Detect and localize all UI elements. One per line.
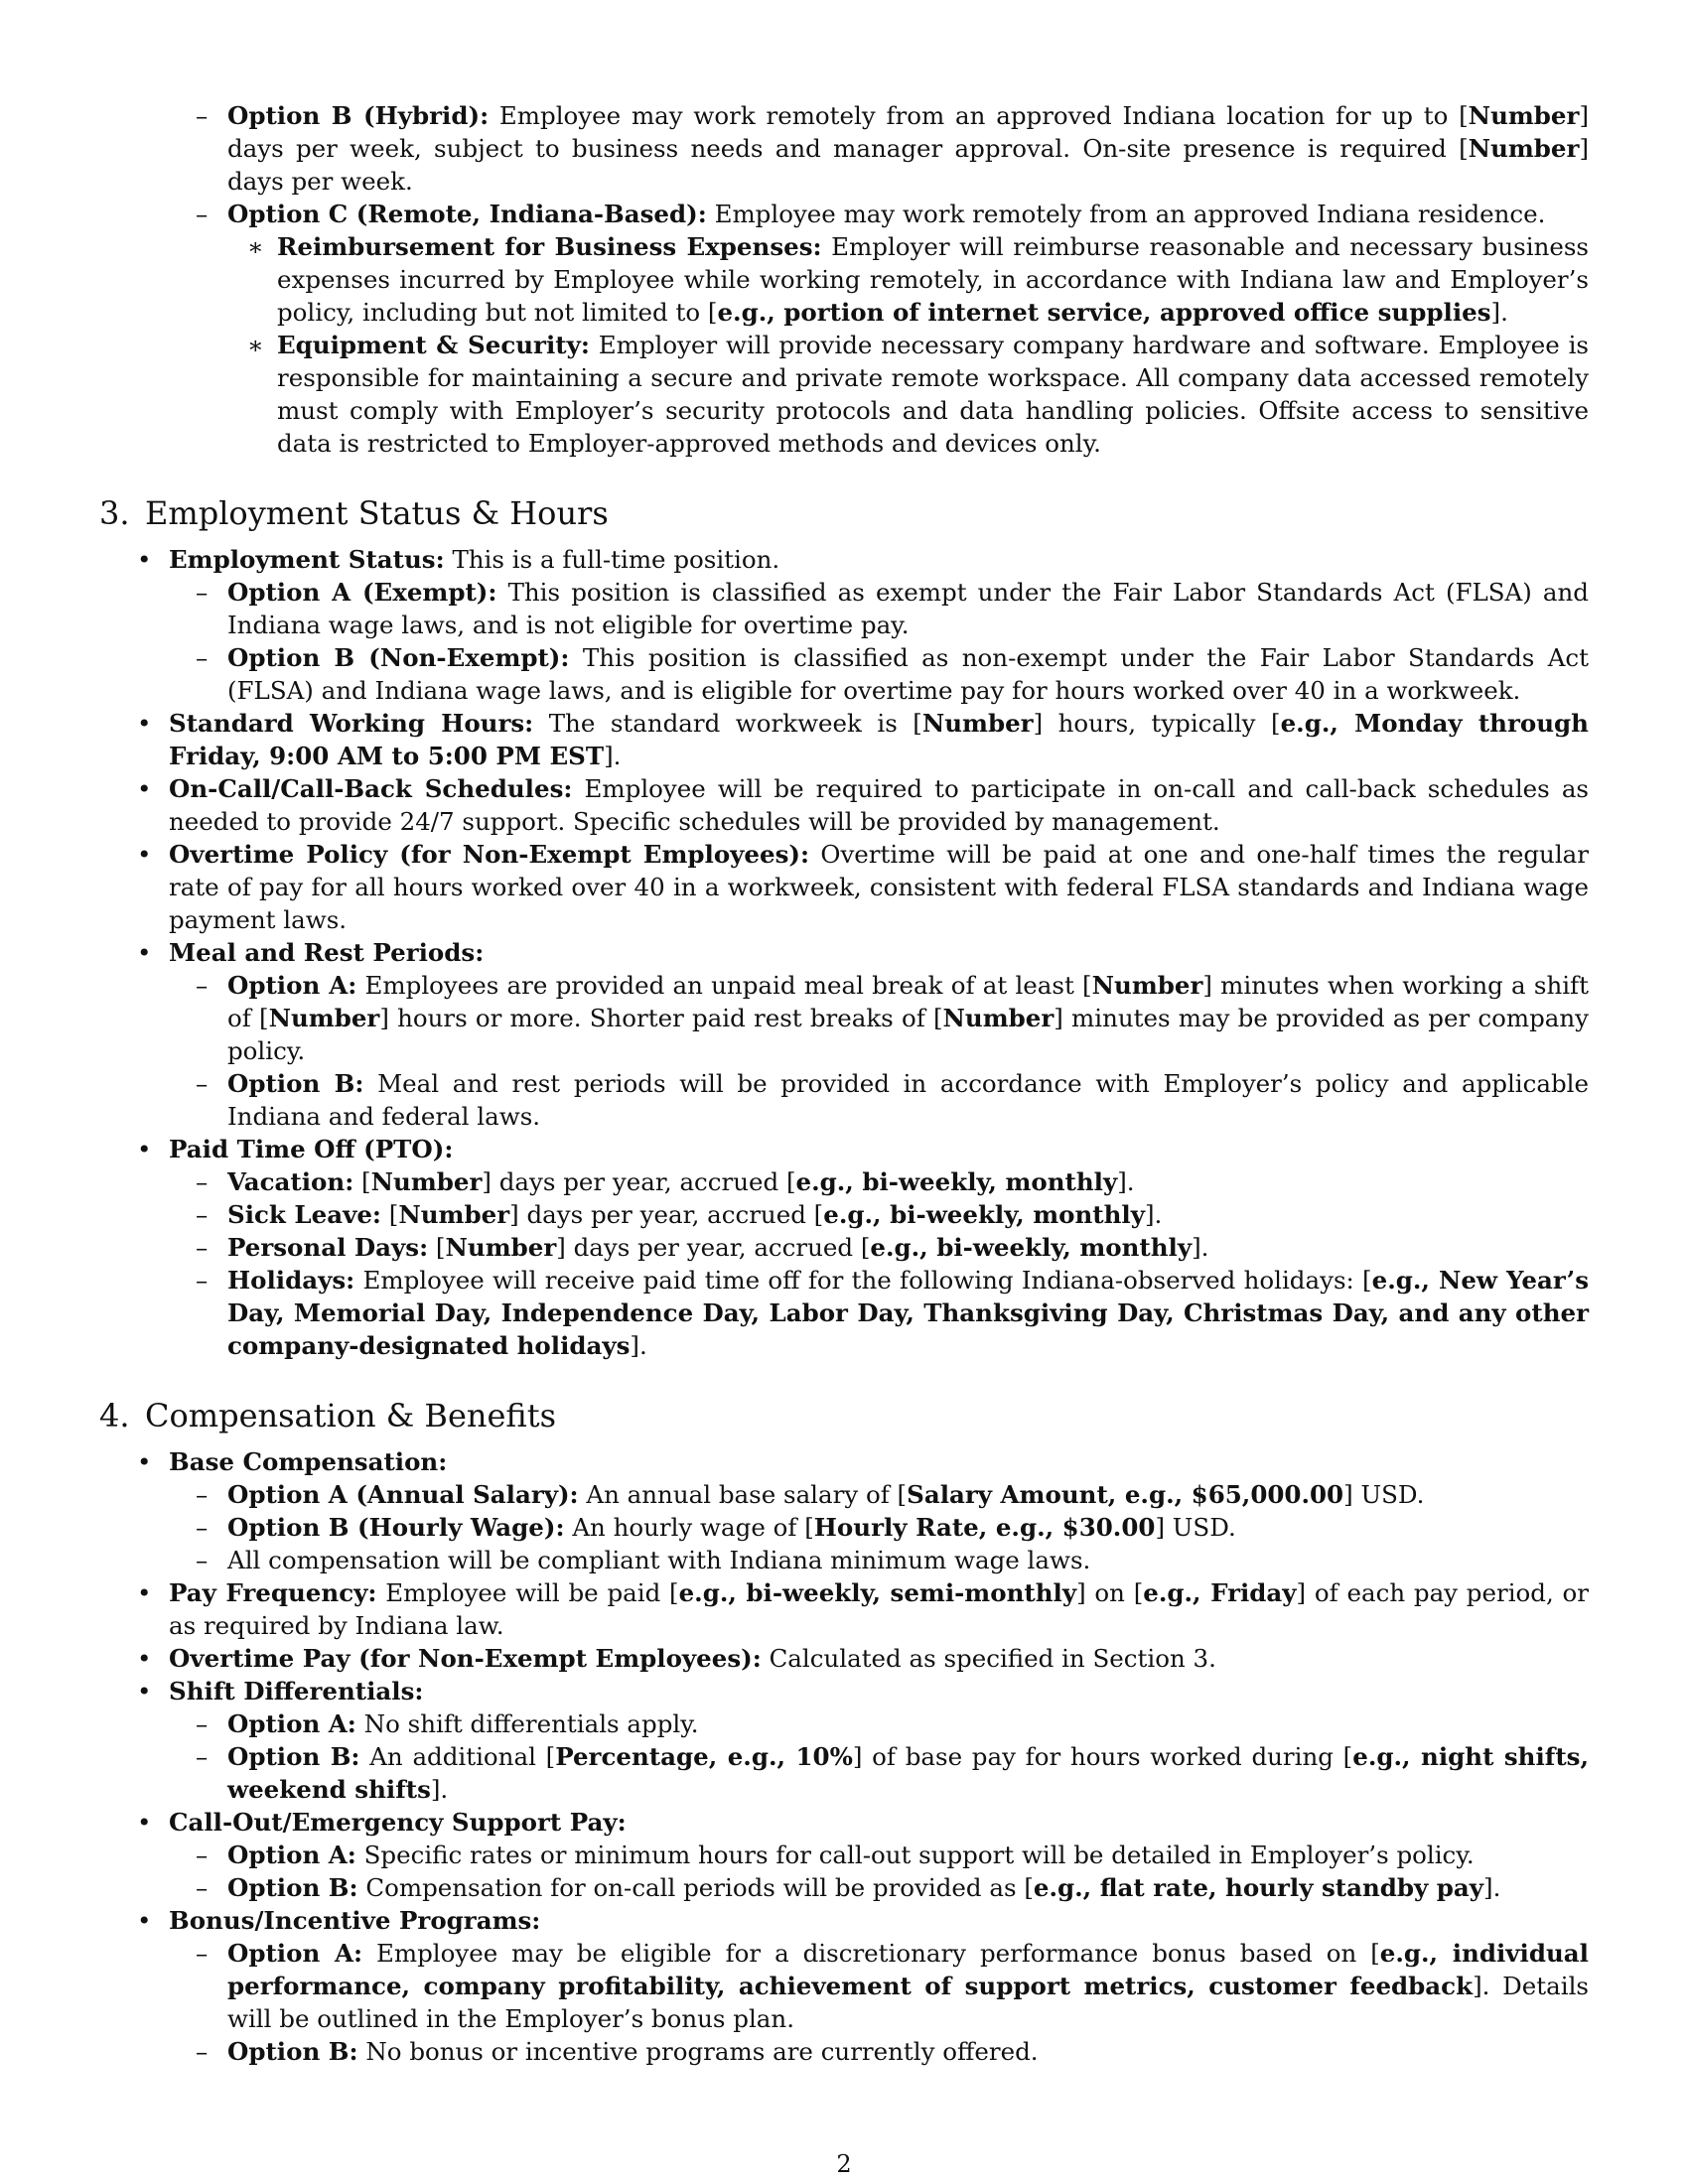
working-hours-item: • Standard Working Hours: The standard workweek is [Number] hours, typically [e.g., Monday through Friday, 9:00 AM to 5:00 PM EST]. bbox=[99, 707, 1589, 772]
hourly-wage-option: – Option B (Hourly Wage): An hourly wage of [Hourly Rate, e.g., $30.00] USD. bbox=[169, 1511, 1589, 1544]
shift-differentials-item: • Shift Differentials: – Option A: No shift differentials apply. – Option B: An additional [Percentage, e.g., 10%] of base pay for hours worked during [e.g., night shifts, weekend shifts]. bbox=[99, 1675, 1589, 1806]
employment-status-item: • Employment Status: This is a full-time position. – Option A (Exempt): This position is classified as exempt under the Fair Labor Standards Act (FLSA) and Indiana wage laws, and is not eligible for overtime pay. – Option B (Non-Exempt): This position is classified as non-exempt under the Fair Labor Standards Act (FLSA) and Indiana wage laws, and is eligible for overtime pay for hours worked over 40 in a workweek. bbox=[99, 543, 1589, 707]
call-out-pay-item: • Call-Out/Emergency Support Pay: – Option A: Specific rates or minimum hours for call-out support will be detailed in Employer’s policy. – Option B: Compensation for on-call periods will be provided as [e.g., flat rate, hourly standby pay]. bbox=[99, 1806, 1589, 1904]
section-3-heading: 3. Employment Status & Hours bbox=[99, 494, 609, 532]
shift-option-a: – Option A: No shift differentials apply. bbox=[169, 1707, 1589, 1740]
base-compensation-item: • Base Compensation: – Option A (Annual Salary): An annual base salary of [Salary Amount, e.g., $65,000.00] USD. – Option B (Hourly Wage): An hourly wage of [Hourly Rate, e.g., $30.00] USD. – All compensation will be compliant with Indiana minimum wage laws. bbox=[99, 1445, 1589, 1576]
meal-rest-item: • Meal and Rest Periods: – Option A: Employees are provided an unpaid meal break of at least [Number] minutes when working a shift of [Number] hours or more. Shorter paid rest breaks of [Number] minutes may be provided as per company policy. – Option B: Meal and rest periods will be provided in accordance with Employer’s policy and applicable Indiana and federal laws. bbox=[99, 936, 1589, 1133]
exempt-option: – Option A (Exempt): This position is classified as exempt under the Fair Labor Standards Act (FLSA) and Indiana wage laws, and is not eligible for overtime pay. bbox=[169, 576, 1589, 641]
call-out-option-b: – Option B: Compensation for on-call periods will be provided as [e.g., flat rate, hourly standby pay]. bbox=[169, 1871, 1589, 1904]
overtime-pay-item: • Overtime Pay (for Non-Exempt Employees): Calculated as specified in Section 3. bbox=[99, 1642, 1589, 1675]
section-3-list bbox=[99, 543, 1589, 1362]
pto-item: • Paid Time Off (PTO): – Vacation: [Number] days per year, accrued [e.g., bi-weekly, monthly]. – Sick Leave: [Number] days per year, accrued [e.g., bi-weekly, monthly]. – Personal Days: [Number] days per year, accrued [e.g., bi-weekly, monthly]. – Holidays: Employee will receive paid time off for the following Indiana-observed holidays: [e.g., New Year’s Day, Memorial Day, Independence Day, Labor Day, Thanksgiving Day, Christmas Day, and any other company-designated holidays]. bbox=[99, 1133, 1589, 1362]
equipment-security-item: ∗ Equipment & Security: Employer will provide necessary company hardware and software. Employee is responsible for maintaining a secure and private remote workspace. All company data accessed remotely must comply with Employer’s security protocols and data handling policies. Offsite access to sensitive data is restricted to Employer-approved methods and devices only. bbox=[227, 329, 1589, 460]
option-c-remote: – Option C (Remote, Indiana-Based): Employee may work remotely from an approved Indiana residence. ∗ Reimbursement for Business Expenses: Employer will reimburse reasonable and necessary business expenses incurred by Employee while working remotely, in accordance with Indiana law and Employer’s policy, including but not limited to [e.g., portion of internet service, approved office supplies]. ∗ Equipment & Security: Employer will provide necessary company hardware and software. Employee is responsible for maintaining a secure and private remote workspace. All company data accessed remotely must comply with Employer’s security protocols and data handling policies. Offsite access to sensitive data is restricted to Employer-approved methods and devices only. bbox=[169, 198, 1589, 460]
sick-leave-item: – Sick Leave: [Number] days per year, accrued [e.g., bi-weekly, monthly]. bbox=[169, 1198, 1589, 1231]
shift-option-b: – Option B: An additional [Percentage, e.g., 10%] of base pay for hours worked during [e.g., night shifts, weekend shifts]. bbox=[169, 1740, 1589, 1806]
call-out-option-a: – Option A: Specific rates or minimum hours for call-out support will be detailed in Employer’s policy. bbox=[169, 1839, 1589, 1871]
section-4-list bbox=[99, 1445, 1589, 2068]
reimbursement-item: ∗ Reimbursement for Business Expenses: Employer will reimburse reasonable and necessary business expenses incurred by Employee while working remotely, in accordance with Indiana law and Employer’s policy, including but not limited to [e.g., portion of internet service, approved office supplies]. bbox=[227, 230, 1589, 329]
vacation-item: – Vacation: [Number] days per year, accrued [e.g., bi-weekly, monthly]. bbox=[169, 1165, 1589, 1198]
annual-salary-option: – Option A (Annual Salary): An annual base salary of [Salary Amount, e.g., $65,000.00] USD. bbox=[169, 1478, 1589, 1511]
work-arrangement-options bbox=[99, 99, 1589, 460]
personal-days-item: – Personal Days: [Number] days per year, accrued [e.g., bi-weekly, monthly]. bbox=[169, 1231, 1589, 1264]
remote-sub-items bbox=[227, 230, 1589, 460]
on-call-item: • On-Call/Call-Back Schedules: Employee will be required to participate in on-call and call-back schedules as needed to provide 24/7 support. Specific schedules will be provided by management. bbox=[99, 772, 1589, 838]
meal-option-b: – Option B: Meal and rest periods will be provided in accordance with Employer’s policy and applicable Indiana and federal laws. bbox=[169, 1067, 1589, 1133]
meal-option-a: – Option A: Employees are provided an unpaid meal break of at least [Number] minutes when working a shift of [Number] hours or more. Shorter paid rest breaks of [Number] minutes may be provided as per company policy. bbox=[169, 969, 1589, 1067]
section-4-heading: 4. Compensation & Benefits bbox=[99, 1397, 557, 1434]
non-exempt-option: – Option B (Non-Exempt): This position is classified as non-exempt under the Fair Labor Standards Act (FLSA) and Indiana wage laws, and is eligible for overtime pay for hours worked over 40 in a workweek. bbox=[169, 641, 1589, 707]
pay-frequency-item: • Pay Frequency: Employee will be paid [e.g., bi-weekly, semi-monthly] on [e.g., Friday] of each pay period, or as required by Indiana law. bbox=[99, 1576, 1589, 1642]
bonus-programs-item: • Bonus/Incentive Programs: – Option A: Employee may be eligible for a discretionary performance bonus based on [e.g., individual performance, company profitability, achievement of support metrics, customer feedback]. Details will be outlined in the Employer’s bonus plan. – Option B: No bonus or incentive programs are currently offered. bbox=[99, 1904, 1589, 2068]
holidays-item: – Holidays: Employee will receive paid time off for the following Indiana-observed holidays: [e.g., New Year’s Day, Memorial Day, Independence Day, Labor Day, Thanksgiving Day, Christmas Day, and any other company-designated holidays]. bbox=[169, 1264, 1589, 1362]
bonus-option-b: – Option B: No bonus or incentive programs are currently offered. bbox=[169, 2035, 1589, 2068]
bonus-option-a: – Option A: Employee may be eligible for a discretionary performance bonus based on [e.g., individual performance, company profitability, achievement of support metrics, customer feedback]. Details will be outlined in the Employer’s bonus plan. bbox=[169, 1937, 1589, 2035]
option-b-hybrid: – Option B (Hybrid): Employee may work remotely from an approved Indiana location for up to [Number] days per week, subject to business needs and manager approval. On-site presence is required [Number] days per week. bbox=[169, 99, 1589, 198]
minimum-wage-note: – All compensation will be compliant with Indiana minimum wage laws. bbox=[169, 1544, 1589, 1576]
document-page bbox=[99, 99, 1589, 2068]
overtime-policy-item: • Overtime Policy (for Non-Exempt Employees): Overtime will be paid at one and one-half times the regular rate of pay for all hours worked over 40 in a workweek, consistent with federal FLSA standards and Indiana wage payment laws. bbox=[99, 838, 1589, 936]
page-number: 2 bbox=[836, 2150, 852, 2178]
